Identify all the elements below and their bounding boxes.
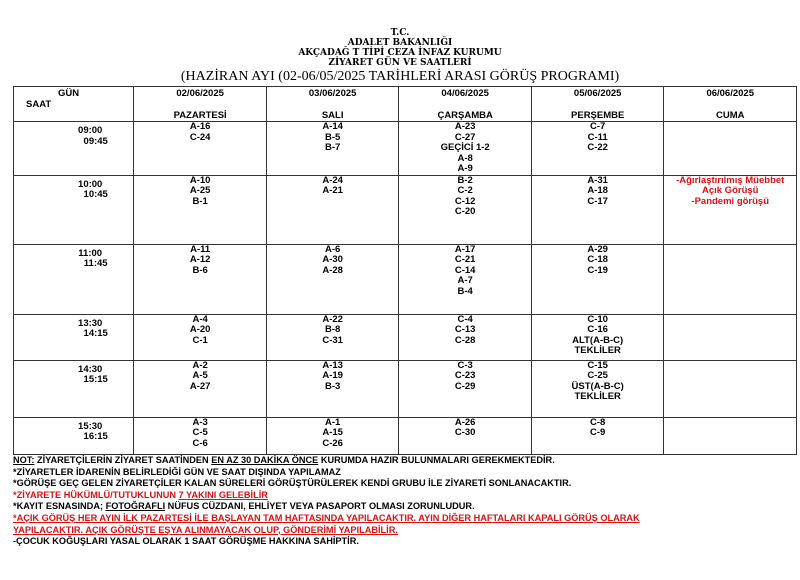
column-date: 02/06/2025 bbox=[176, 88, 224, 99]
ward-group: C-3 bbox=[457, 359, 473, 371]
ward-group: GEÇİCİ 1-2 bbox=[440, 142, 490, 153]
ward-group: C-28 bbox=[454, 334, 476, 346]
time-cell bbox=[14, 360, 134, 417]
corner-time-label: SAAT bbox=[26, 98, 52, 110]
ward-group: C-16 bbox=[587, 324, 608, 335]
schedule-cell bbox=[266, 314, 399, 360]
note-hours: *ZİYARETLER İDARENİN BELİRLEDİĞİ GÜN VE SAAT DIŞINDA YAPILAMAZ bbox=[13, 466, 341, 477]
ward-group: A-26 bbox=[454, 416, 476, 428]
ward-group: C-14 bbox=[454, 264, 476, 276]
schedule-cell bbox=[664, 244, 797, 314]
ward-group: C-25 bbox=[587, 370, 608, 381]
ward-group: A-21 bbox=[322, 185, 343, 196]
note-open-visit-2: YAPILACAKTIR. AÇIK GÖRÜŞTE EŞYA ALINMAYACAK OLUP, GÖNDERİMİ YAPILABİLİR. bbox=[13, 524, 398, 535]
ward-group: C-26 bbox=[322, 437, 343, 449]
time-start: 15:30 bbox=[78, 420, 103, 432]
ward-group: C-10 bbox=[587, 313, 608, 325]
ward-group: C-21 bbox=[454, 254, 476, 265]
time-cell bbox=[14, 417, 134, 454]
ward-group: A-15 bbox=[322, 427, 343, 438]
corner-cell bbox=[14, 87, 134, 122]
schedule-cell bbox=[531, 417, 664, 454]
ward-group: C-27 bbox=[454, 131, 476, 143]
time-end: 14:15 bbox=[83, 328, 108, 339]
schedule-cell bbox=[134, 314, 267, 360]
schedule-cell bbox=[134, 175, 267, 244]
schedule-cell bbox=[664, 314, 797, 360]
ward-group: C-4 bbox=[457, 313, 473, 325]
time-end: 15:15 bbox=[83, 374, 108, 385]
ward-group: A-16 bbox=[189, 121, 211, 132]
note-children: -ÇOCUK KOĞUŞLARI YASAL OLARAK 1 SAAT GÖRÜŞME HAKKINA SAHİPTİR. bbox=[13, 536, 359, 547]
schedule-cell bbox=[266, 360, 399, 417]
note-id bbox=[13, 501, 797, 513]
column-header-4 bbox=[531, 87, 664, 122]
note-relatives bbox=[13, 490, 797, 502]
schedule-cell bbox=[134, 360, 267, 417]
time-start: 14:30 bbox=[78, 363, 103, 375]
ward-group: A-30 bbox=[322, 254, 343, 265]
time-end: 09:45 bbox=[83, 135, 108, 147]
ward-group: B-2 bbox=[457, 174, 473, 186]
schedule-cell bbox=[134, 244, 267, 314]
column-header-5 bbox=[664, 87, 797, 122]
schedule-cell bbox=[399, 122, 532, 176]
note-emphasis: EN AZ 30 DAKİKA ÖNCE bbox=[211, 455, 319, 465]
schedule-cell bbox=[531, 360, 664, 417]
ward-group: C-9 bbox=[590, 427, 606, 438]
schedule-cell bbox=[664, 175, 797, 244]
ward-group: A-1 bbox=[324, 416, 341, 428]
table-header-row bbox=[14, 87, 797, 122]
time-end: 11:45 bbox=[83, 258, 108, 269]
ward-group: C-30 bbox=[454, 427, 476, 438]
ward-group: A-18 bbox=[587, 185, 608, 196]
table-row bbox=[14, 417, 797, 454]
ward-group: C-15 bbox=[587, 359, 608, 371]
time-start: 10:00 bbox=[78, 178, 103, 190]
ward-group: A-3 bbox=[192, 416, 208, 428]
ward-group: A-2 bbox=[192, 359, 208, 371]
ward-group: C-24 bbox=[189, 131, 211, 143]
notes-section bbox=[13, 455, 797, 548]
note-text: *ZİYARETE HÜKÜMLÜ/TUTUKLUNUN bbox=[13, 489, 179, 500]
column-day: CUMA bbox=[715, 109, 745, 121]
schedule-cell bbox=[531, 175, 664, 244]
schedule-cell bbox=[531, 314, 664, 360]
ward-group: A-31 bbox=[587, 174, 608, 186]
ward-group: C-17 bbox=[587, 195, 608, 207]
ward-group: A-8 bbox=[457, 152, 473, 164]
schedule-cell bbox=[664, 417, 797, 454]
column-date: 05/06/2025 bbox=[573, 88, 622, 99]
ward-group: C-8 bbox=[590, 416, 606, 428]
schedule-cell bbox=[664, 122, 797, 176]
note-arrival bbox=[13, 455, 797, 467]
time-start: 11:00 bbox=[78, 247, 103, 259]
schedule-cell bbox=[266, 175, 399, 244]
time-cell bbox=[14, 244, 134, 314]
time-start: 13:30 bbox=[78, 317, 103, 329]
column-day: ÇARŞAMBA bbox=[437, 109, 493, 121]
table-row bbox=[14, 122, 797, 176]
column-date: 04/06/2025 bbox=[441, 88, 489, 99]
schedule-cell bbox=[664, 360, 797, 417]
ward-group: A-20 bbox=[189, 324, 211, 335]
note-text: NÜFUS CÜZDANI, EHLİYET VEYA PASAPORT OLMASI ZORUNLUDUR. bbox=[165, 501, 475, 512]
schedule-cell bbox=[399, 244, 532, 314]
schedule-cell bbox=[134, 417, 267, 454]
table-row bbox=[14, 244, 797, 314]
ward-group: C-20 bbox=[454, 206, 476, 217]
ward-group: A-14 bbox=[322, 121, 343, 132]
note-open-visit-1: *AÇIK GÖRÜŞ HER AYIN İLK PAZARTESİ İLE BAŞLAYAN TAM HAFTASINDA YAPILACAKTIR. AYIN DİĞER HAFTALARI KAPALI GÖRÜŞ OLARAK bbox=[13, 512, 640, 523]
ward-group: C-7 bbox=[590, 121, 606, 132]
ward-group: A-17 bbox=[454, 243, 476, 255]
header-institution: AKÇADAĞ T TİPİ CEZA İNFAZ KURUMU bbox=[298, 48, 502, 58]
schedule-cell bbox=[531, 122, 664, 176]
note-emphasis: 7 YAKINI GELEBİLİR bbox=[178, 489, 268, 500]
ward-group: A-9 bbox=[457, 163, 473, 174]
ward-group: A-19 bbox=[322, 370, 343, 381]
ward-group: C-19 bbox=[587, 264, 608, 276]
column-header-3 bbox=[399, 87, 532, 122]
schedule-cell bbox=[531, 244, 664, 314]
time-end: 10:45 bbox=[83, 189, 108, 200]
ward-group: TEKLİLER bbox=[574, 391, 621, 402]
schedule-cell bbox=[266, 122, 399, 176]
schedule-cell bbox=[266, 417, 399, 454]
ward-group: C-5 bbox=[192, 427, 208, 438]
ward-group: C-22 bbox=[587, 142, 608, 153]
ward-group: A-13 bbox=[322, 359, 343, 371]
ward-group: C-29 bbox=[454, 380, 476, 392]
corner-day-label: GÜN bbox=[58, 88, 80, 99]
header-visit-schedule: ZİYARET GÜN VE SAATLERİ bbox=[328, 58, 472, 68]
table-row bbox=[14, 175, 797, 244]
note-label: NOT: bbox=[13, 455, 35, 465]
ward-group: A-10 bbox=[189, 174, 211, 186]
ward-group: A-29 bbox=[587, 243, 608, 255]
ward-group: -Ağırlaştırılmış Müebbet bbox=[676, 174, 785, 186]
column-header-1 bbox=[134, 87, 267, 122]
column-date: 03/06/2025 bbox=[308, 88, 357, 99]
ward-group: B-5 bbox=[324, 131, 341, 143]
ward-group: C-1 bbox=[192, 334, 208, 346]
ward-group: ÜST(A-B-C) bbox=[571, 380, 624, 392]
ward-group: C-2 bbox=[457, 185, 473, 196]
schedule-cell bbox=[399, 360, 532, 417]
ward-group: -Pandemi görüşü bbox=[691, 195, 770, 207]
ward-group: A-23 bbox=[454, 121, 476, 132]
ward-group: Açık Görüşü bbox=[701, 185, 759, 196]
ward-group: B-6 bbox=[192, 264, 208, 276]
column-day: SALI bbox=[321, 109, 344, 121]
time-cell bbox=[14, 314, 134, 360]
ward-group: C-23 bbox=[454, 370, 476, 381]
header-ministry: ADALET BAKANLIĞI bbox=[347, 38, 453, 48]
ward-group: ALT(A-B-C) bbox=[572, 334, 624, 346]
schedule-cell bbox=[399, 314, 532, 360]
ward-group: B-7 bbox=[324, 142, 341, 153]
ward-group: B-4 bbox=[457, 285, 473, 297]
ward-group: B-3 bbox=[324, 380, 341, 392]
schedule-cell bbox=[266, 244, 399, 314]
note-text: *KAYIT ESNASINDA; bbox=[13, 501, 106, 512]
time-start: 09:00 bbox=[78, 125, 103, 136]
ward-group: A-25 bbox=[189, 185, 211, 196]
header-tc: T.C. bbox=[390, 28, 410, 38]
ward-group: A-27 bbox=[189, 380, 211, 392]
ward-group: C-11 bbox=[587, 131, 608, 143]
note-emphasis: FOTOĞRAFLI bbox=[105, 501, 166, 512]
table-row bbox=[14, 360, 797, 417]
ward-group: TEKLİLER bbox=[574, 345, 621, 356]
column-header-2 bbox=[266, 87, 399, 122]
time-end: 16:15 bbox=[83, 431, 108, 442]
schedule-cell bbox=[399, 175, 532, 244]
note-text: ZİYARETÇİLERİN ZİYARET SAATİNDEN bbox=[34, 455, 212, 465]
schedule-cell bbox=[399, 417, 532, 454]
ward-group: C-31 bbox=[322, 334, 343, 346]
ward-group: B-1 bbox=[192, 195, 208, 207]
column-day: PAZARTESİ bbox=[173, 109, 227, 121]
ward-group: C-12 bbox=[454, 195, 476, 207]
ward-group: A-4 bbox=[192, 313, 208, 325]
ward-group: A-5 bbox=[192, 370, 208, 381]
ward-group: A-7 bbox=[457, 275, 473, 286]
ward-group: C-13 bbox=[454, 324, 476, 335]
time-cell bbox=[14, 122, 134, 176]
note-text: KURUMDA HAZIR BULUNMALARI GEREKMEKTEDİR. bbox=[318, 455, 555, 465]
ward-group: A-6 bbox=[324, 243, 341, 255]
note-late: *GÖRÜŞE GEÇ GELEN ZİYARETÇİLER KALAN SÜRELERİ GÖRÜŞTÜRÜLEREK KENDİ GRUBU İLE ZİYARETİ SONLANACAKTIR. bbox=[13, 478, 572, 489]
time-cell bbox=[14, 175, 134, 244]
ward-group: A-12 bbox=[189, 254, 211, 265]
schedule-cell bbox=[134, 122, 267, 176]
header-period: (HAZİRAN AYI (02-06/05/2025 TARİHLERİ ARASI GÖRÜŞ PROGRAMI) bbox=[180, 69, 620, 84]
ward-group: B-8 bbox=[324, 324, 341, 335]
visit-schedule-table bbox=[13, 86, 797, 455]
ward-group: C-18 bbox=[587, 254, 608, 265]
ward-group: A-11 bbox=[190, 243, 211, 255]
ward-group: A-28 bbox=[322, 264, 343, 276]
column-date: 06/06/2025 bbox=[706, 88, 754, 99]
column-day: PERŞEMBE bbox=[571, 109, 625, 121]
table-row bbox=[14, 314, 797, 360]
ward-group: A-24 bbox=[322, 174, 343, 186]
ward-group: A-22 bbox=[322, 313, 343, 325]
ward-group: C-6 bbox=[192, 437, 208, 449]
